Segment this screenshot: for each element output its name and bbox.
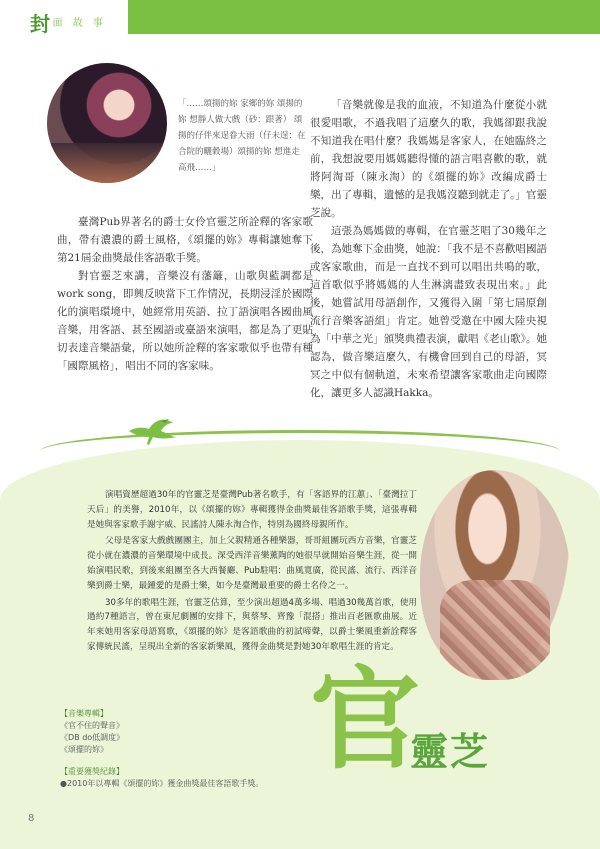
subtitle-char: 事 [92,18,106,29]
scarf [440,580,550,680]
article-column-right [310,96,547,402]
portrait-photo [420,470,570,680]
bio-paragraph: 父母是客家大戲戲團團主，加上父親精通各種樂器，哥哥組團玩西方音樂，官靈芝從小就在濃濃的音樂環境中成長。深受西洋音樂薰陶的她很早就開始音樂生涯，從一開始演唱民歌，到後來組團至各大西餐廳、Pub駐唱：曲風寬廣，從民謠、流行、西洋音樂到爵士樂，最鍾愛的是爵士樂，如今是臺灣最重要的爵士名伶之一。 [87,536,417,591]
section-subtitle [52,14,106,29]
section-title: 封 [30,12,51,36]
performance-photo [47,63,167,183]
paragraph: 這張為媽媽做的專輯，在官靈芝唱了30幾年之後，為她奪下金曲獎，她說：「我不是不喜歡唱國語或客家歌曲，而是一直找不到可以唱出共鳴的歌，這首歌似乎將媽媽的人生淋漓盡致表現出來。」此後，她嘗試用母語創作，又獲得入圍「第七屆原創流行音樂客語組」肯定。她曾受邀在中國大陸央視為「中華之光」頒獎典禮表演，獻唱《老山歌》。她認為，做音樂這麼久，有機會回到自己的母語，冥冥之中似有個軌道，未來希望讓客家歌曲走向國際化，讓更多人認識Hakka。 [310,225,547,399]
name-first-char: 官 [310,655,420,784]
awards-label: 【重要獲獎紀錄】 [60,767,124,776]
bio-paragraph: 演唱資歷超過30年的官靈芝是臺灣Pub著名歌手，有「客語界的江蕙」、「臺灣拉丁天后」的美譽，2010年，以《頌擺的妳》專輯獲得金曲獎最佳客語歌手獎，這張專輯是她與客家歌手謝宇威、民謠詩人陳永淘合作，特別為國終母親所作。 [87,490,417,530]
works-list [60,708,300,790]
album-item: 《頌擺的妳》 [60,745,108,754]
stage-lights [47,143,167,183]
paragraph: 對官靈芝來講，音樂沒有藩籬，山歌與藍調都是work song，即興反映當下工作情況，長期浸淫於國際化的演唱環境中，她經常用英語、拉丁語演唱各國曲風音樂，用客語、甚至國語或臺語來演唱，都是為了更貼切表達音樂語彙，所以她所詮釋的客家歌似乎也帶有種「國際風格」，唱出不同的客家味。 [57,270,313,372]
name-rest: 靈芝 [410,729,491,774]
music-label: 【音樂專輯】 [60,709,108,718]
award-item: ●2010年以專輯《頌擺的妳》獲金曲獎最佳客語歌手獎。 [60,779,264,788]
lyrics-quote: 「……頌揚的妳 家鄉的妳 頌揚的妳 想靜人做大戲（砂：跟著） 頌揚的仔伴來逞眷大雨（仔未逞：在合院的曬穀場）頌揚的妳 想進走高飛……」 [178,99,306,173]
paragraph: 臺灣Pub界著名的爵士女伶官靈芝所詮釋的客家歌曲，帶有濃濃的爵士風格，《頌擺的妳》專輯讓她奪下第21屆金曲獎最佳客語歌手獎。 [57,216,313,264]
decorative-arc [40,430,560,473]
album-item: 《官不住的聲音》 [60,721,124,730]
profile-bio [87,488,417,657]
subtitle-char: 面 [52,18,66,29]
album-item: 《DB do低調度》 [60,733,125,742]
article-column-left [57,213,313,375]
bio-paragraph: 30多年的歌唱生涯，官靈芝估算，至少演出超過4萬多場、唱過30幾萬首歌，使用過約7種語言，曾在東尼劇團的安排下，與蔡琴、齊豫「混搭」推出百老匯歌曲展。近年來她用客家母語寫歌，《頌擺的妳》是客語歌曲的初試啼聲，以爵士樂風重新詮釋客家傳統民謠，呈現出全新的客家新樂風，獲得金曲獎是對她30年歌唱生涯的肯定。 [87,597,417,652]
subtitle-char: 故 [72,18,86,29]
paragraph: 「音樂就像是我的血液，不知道為什麼從小就很愛唱歌，不過我唱了這麼久的歌，我媽卻跟我說不知道我在唱什麼？我媽媽是客家人，在她臨終之前，我想說要用媽媽聽得懂的語言唱喜歡的歌，就將阿淘哥（陳永淘）的《頌擺的妳》改編成爵士樂，出了專輯，遺憾的是我媽沒聽到就走了。」官靈芝說。 [310,99,547,219]
bird-icon [127,413,179,447]
page-number: 8 [28,813,35,824]
